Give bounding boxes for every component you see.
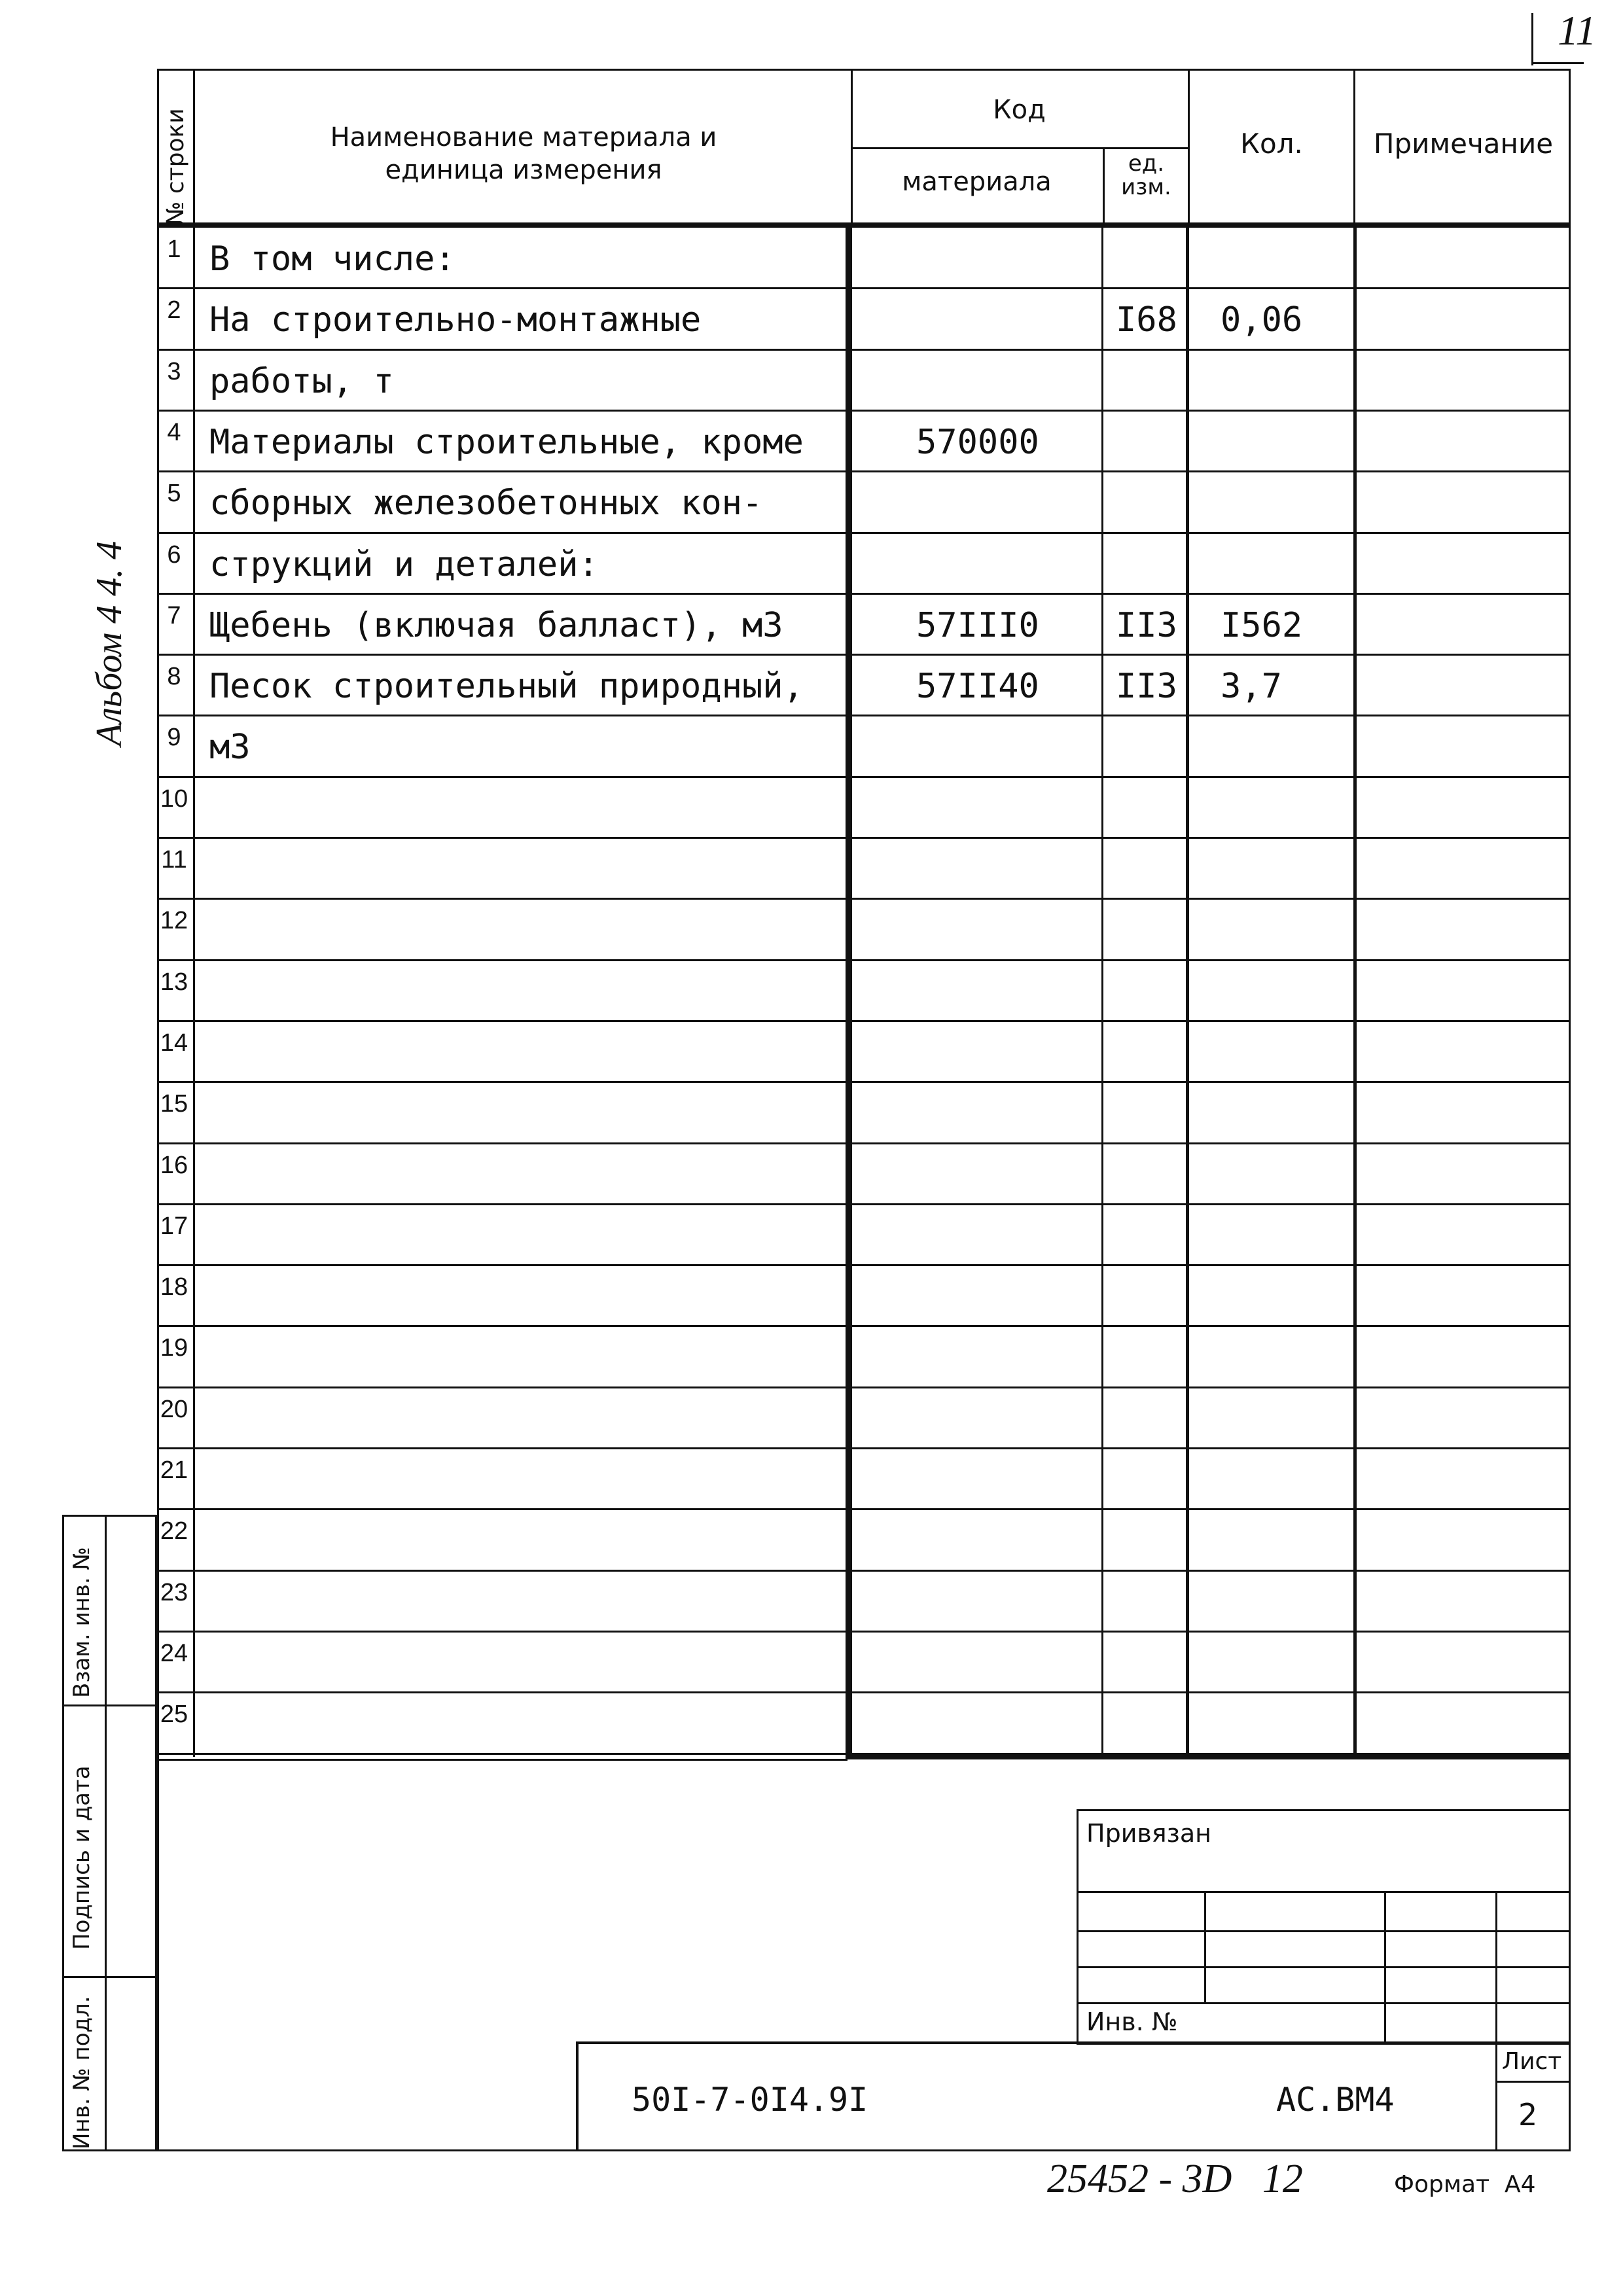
row-name: м3: [209, 728, 251, 768]
row-divider: [157, 715, 1571, 716]
privyazan-label: Привязан: [1086, 1819, 1211, 1848]
row-divider: [157, 1386, 1571, 1388]
sheet-number: 2: [1518, 2097, 1538, 2132]
header-code-unit: ед. изм.: [1121, 150, 1171, 200]
row-divider: [157, 1447, 1571, 1449]
row-divider: [157, 1691, 1571, 1693]
row-number: 15: [160, 1090, 188, 1118]
sheet-label: Лист: [1502, 2048, 1562, 2075]
row-number: 18: [160, 1273, 188, 1301]
row-number: 17: [160, 1212, 188, 1240]
row-qty: I562: [1221, 605, 1303, 645]
row-number: 13: [160, 968, 188, 996]
row-divider: [157, 410, 1571, 412]
row-name: работы, т: [209, 361, 394, 401]
side-album-label: Альбом 4 4. 4: [89, 540, 130, 746]
row-number: 3: [167, 357, 181, 385]
row-number: 2: [167, 296, 181, 325]
row-divider: [157, 1081, 1571, 1083]
row-name: Песок строительный природный,: [209, 667, 804, 707]
doc-code: 50I-7-0I4.9I: [632, 2081, 868, 2119]
row-number: 21: [160, 1457, 188, 1484]
row-number: 25: [160, 1701, 188, 1729]
row-divider: [157, 1020, 1571, 1022]
row-code: 57III0: [916, 605, 1039, 645]
col-unit-left: [1101, 226, 1103, 1757]
row-number: 1: [167, 236, 181, 263]
stamp-inv-podl: Инв. № подл.: [69, 1996, 95, 2149]
doc-mark: АС.ВМ4: [1276, 2081, 1395, 2119]
row-number: 12: [160, 907, 188, 935]
row-number: 7: [167, 601, 181, 629]
row-number: 4: [167, 418, 181, 446]
header-note: Примечание: [1373, 128, 1554, 160]
row-number: 20: [160, 1395, 188, 1423]
row-qty: 3,7: [1221, 667, 1282, 707]
row-name: сборных железобетонных кон-: [209, 484, 763, 523]
row-qty: 0,06: [1221, 300, 1303, 340]
row-divider: [157, 593, 1571, 595]
row-divider: [157, 837, 1571, 839]
stamp-vzam: Взам. инв. №: [69, 1547, 95, 1698]
row-name: Материалы строительные, кроме: [209, 422, 804, 462]
col-qty-left: [1186, 226, 1189, 1757]
row-name: струкций и деталей:: [209, 544, 599, 584]
footer-handwritten: 25452 - 3D 12: [1047, 2157, 1303, 2201]
row-divider: [157, 1203, 1571, 1205]
row-divider: [157, 470, 1571, 472]
row-name: Щебень (включая балласт), м3: [209, 605, 783, 645]
header-qty: Кол.: [1240, 128, 1303, 160]
row-number: 22: [160, 1517, 188, 1545]
row-number: 8: [167, 663, 181, 691]
row-name: На строительно-монтажные: [209, 300, 702, 340]
row-divider: [157, 898, 1571, 900]
row-number: 5: [167, 480, 181, 508]
row-unit: II3: [1116, 605, 1177, 645]
header-name: Наименование материала и единица измерения: [330, 122, 717, 185]
row-divider: [157, 1570, 1571, 1572]
row-number: 14: [160, 1029, 188, 1057]
stamp-podpis: Подпись и дата: [69, 1765, 95, 1950]
row-divider: [157, 1142, 1571, 1144]
col-material-left: [846, 226, 852, 1757]
row-divider: [157, 1753, 1571, 1755]
row-divider: [157, 1508, 1571, 1510]
row-code: 570000: [916, 422, 1039, 462]
col-note-left: [1353, 226, 1357, 1757]
row-number: 11: [161, 846, 187, 874]
page-number: 11: [1558, 7, 1597, 54]
row-divider: [157, 287, 1571, 289]
row-divider: [157, 532, 1571, 534]
inv-no-label: Инв. №: [1086, 2007, 1178, 2036]
row-divider: [157, 959, 1571, 961]
header-code: Код: [993, 95, 1046, 125]
row-divider: [157, 349, 1571, 351]
row-unit: II3: [1116, 667, 1177, 707]
header-code-material: материала: [902, 167, 1052, 197]
row-divider: [157, 1325, 1571, 1327]
row-number: 24: [160, 1639, 188, 1667]
header-row-no: № строки: [162, 108, 189, 226]
footer-format: Формат А4: [1394, 2171, 1536, 2198]
row-number: 19: [160, 1334, 188, 1362]
row-divider: [157, 1631, 1571, 1633]
row-name: В том числе:: [209, 239, 455, 279]
row-number: 23: [160, 1578, 188, 1606]
row-number: 9: [167, 724, 181, 752]
row-unit: I68: [1116, 300, 1177, 340]
row-divider: [157, 1264, 1571, 1266]
row-number: 10: [160, 785, 188, 813]
row-number: 16: [160, 1151, 188, 1179]
row-divider: [157, 654, 1571, 656]
corner-mark-h: [1531, 62, 1584, 64]
corner-mark: [1531, 13, 1533, 65]
row-number: 6: [167, 540, 181, 569]
row-divider: [157, 776, 1571, 778]
row-code: 57II40: [916, 667, 1039, 707]
